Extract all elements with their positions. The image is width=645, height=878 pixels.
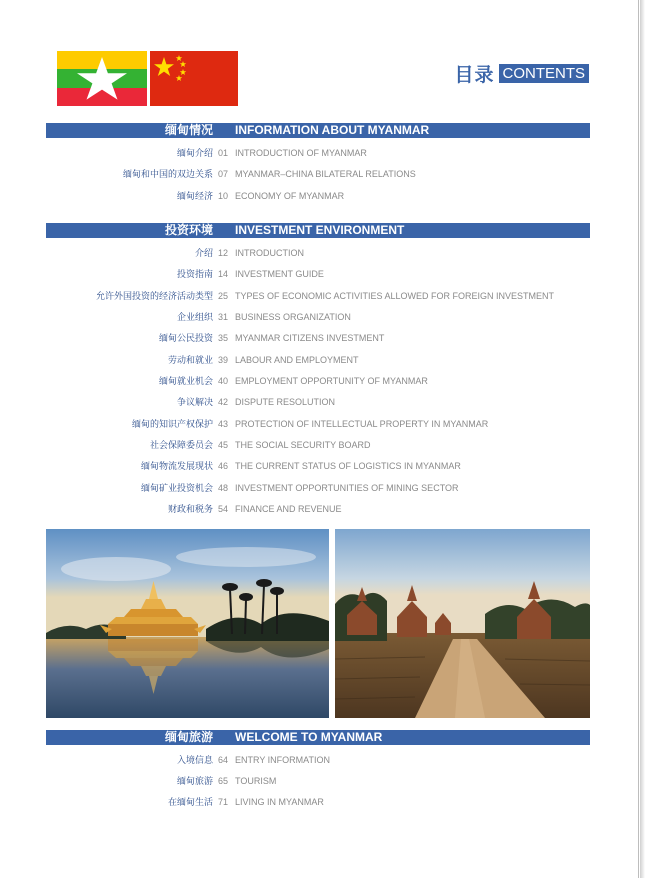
toc-entry[interactable] [46,168,590,180]
entry-page: 64 [218,755,229,765]
star-icon [57,51,147,106]
entry-en: INTRODUCTION [235,248,304,258]
toc-entry[interactable] [46,354,590,366]
toc-entry[interactable] [46,775,590,787]
china-flag [150,51,238,106]
entry-cn: 缅甸旅游 [176,776,213,786]
entry-cn: 财政和税务 [167,504,213,514]
entry-cn: 允许外国投资的经济活动类型 [95,291,213,301]
entry-page: 35 [218,333,229,343]
toc-entry[interactable] [46,482,590,494]
toc-entry[interactable] [46,290,590,302]
title-en: CONTENTS [499,64,590,83]
entry-cn: 缅甸公民投资 [158,333,213,343]
entry-en: ENTRY INFORMATION [235,755,331,765]
toc-entry[interactable] [46,754,590,766]
section-title-cn: 投资环境 [164,223,213,237]
entry-page: 01 [218,148,229,158]
myanmar-flag [57,51,147,106]
entry-en: INVESTMENT OPPORTUNITIES OF MINING SECTOR [235,483,459,493]
section-title-en: WELCOME TO MYANMAR [235,730,383,744]
page-title [454,60,589,87]
toc-entry[interactable] [46,418,590,430]
entry-page: 12 [218,248,229,258]
entry-en: LIVING IN MYANMAR [235,797,324,807]
entry-en: INTRODUCTION OF MYANMAR [235,148,367,158]
entry-cn: 缅甸经济 [176,191,213,201]
entry-en: THE SOCIAL SECURITY BOARD [235,440,371,450]
entry-cn: 缅甸就业机会 [158,376,213,386]
entry-en: MYANMAR CITIZENS INVESTMENT [235,333,385,343]
entry-en: THE CURRENT STATUS OF LOGISTICS IN MYANMAR [235,461,461,471]
toc-entry[interactable] [46,396,590,408]
entry-page: 40 [218,376,229,386]
entry-en: PROTECTION OF INTELLECTUAL PROPERTY IN MYANMAR [235,419,489,429]
section-title-cn: 缅甸旅游 [164,730,213,744]
section-title-en: INVESTMENT ENVIRONMENT [235,223,405,237]
entry-cn: 在缅甸生活 [167,797,213,807]
section-header-tourism [46,730,590,745]
bagan-temples-photo [335,529,590,718]
section-title-en: INFORMATION ABOUT MYANMAR [235,123,430,137]
entry-cn: 争议解决 [176,397,213,407]
entry-cn: 介绍 [194,248,213,258]
toc-entry[interactable] [46,268,590,280]
entry-page: 54 [218,504,229,514]
entry-en: BUSINESS ORGANIZATION [235,312,351,322]
entry-cn: 企业组织 [176,312,213,322]
entry-cn: 投资指南 [176,269,213,279]
entry-cn: 缅甸物流发展现状 [140,461,213,471]
toc-entry[interactable] [46,332,590,344]
toc-entry[interactable] [46,190,590,202]
page-edge-line [638,0,639,878]
entry-page: 31 [218,312,229,322]
entry-page: 07 [218,169,229,179]
toc-entry[interactable] [46,460,590,472]
section-header-myanmar-info [46,123,590,138]
toc-entry[interactable] [46,147,590,159]
entry-en: LABOUR AND EMPLOYMENT [235,355,359,365]
entry-en: MYANMAR–CHINA BILATERAL RELATIONS [235,169,416,179]
entry-page: 25 [218,291,229,301]
entry-page: 10 [218,191,229,201]
entry-cn: 缅甸和中国的双边关系 [122,169,213,179]
entry-page: 48 [218,483,229,493]
entry-cn: 缅甸的知识产权保护 [131,419,213,429]
section-title-cn: 缅甸情况 [164,123,213,137]
toc-entry[interactable] [46,503,590,515]
entry-page: 71 [218,797,229,807]
entry-page: 39 [218,355,229,365]
star-icon [150,51,238,106]
toc-entry[interactable] [46,375,590,387]
entry-cn: 入境信息 [176,755,213,765]
entry-page: 42 [218,397,229,407]
entry-cn: 缅甸介绍 [176,148,213,158]
entry-en: EMPLOYMENT OPPORTUNITY OF MYANMAR [235,376,428,386]
toc-entry[interactable] [46,247,590,259]
entry-cn: 社会保障委员会 [149,440,213,450]
entry-en: TOURISM [235,776,277,786]
entry-page: 43 [218,419,229,429]
entry-en: FINANCE AND REVENUE [235,504,342,514]
entry-cn: 劳动和就业 [167,355,213,365]
entry-en: TYPES OF ECONOMIC ACTIVITIES ALLOWED FOR FOREIGN INVESTMENT [235,291,555,301]
entry-page: 46 [218,461,229,471]
entry-page: 45 [218,440,229,450]
toc-entry[interactable] [46,796,590,808]
toc-entry[interactable] [46,439,590,451]
entry-cn: 缅甸矿业投资机会 [140,483,213,493]
section-header-investment [46,223,590,238]
title-cn: 目录 [454,64,495,86]
entry-page: 14 [218,269,229,279]
entry-en: ECONOMY OF MYANMAR [235,191,345,201]
entry-en: DISPUTE RESOLUTION [235,397,336,407]
karaweik-palace-photo [46,529,329,718]
entry-page: 65 [218,776,229,786]
page-edge-shadow [640,0,645,878]
toc-entry[interactable] [46,311,590,323]
entry-en: INVESTMENT GUIDE [235,269,324,279]
